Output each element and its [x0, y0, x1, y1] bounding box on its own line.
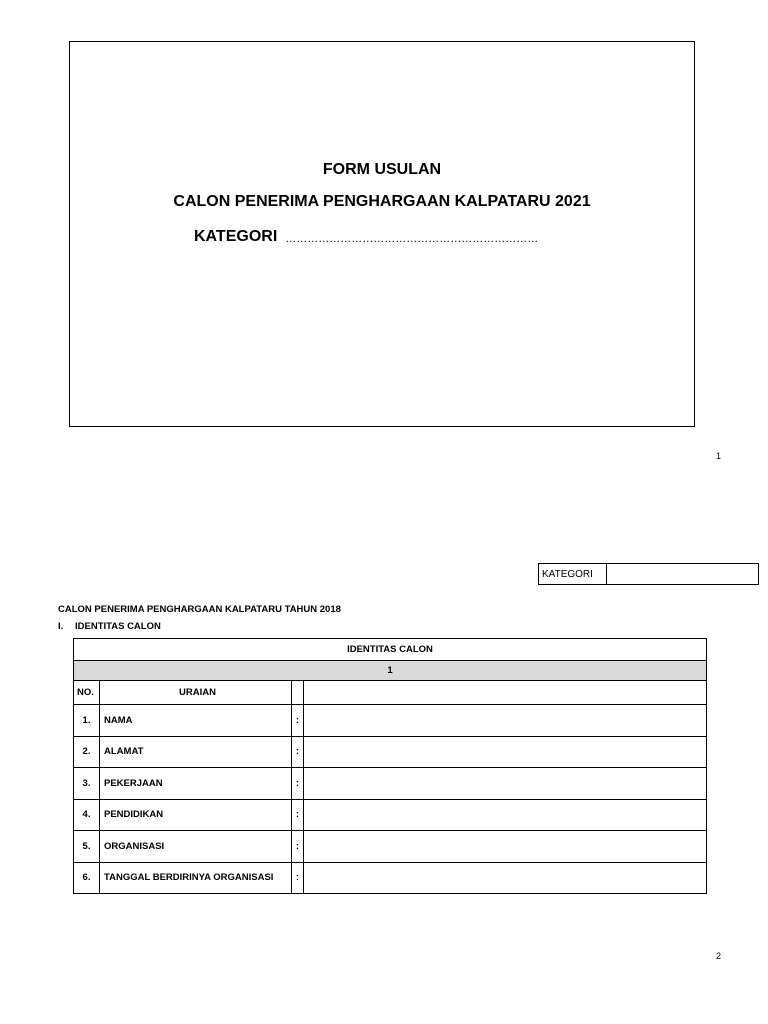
- cover-subtitle: CALON PENERIMA PENGHARGAAN KALPATARU 2021: [173, 193, 591, 210]
- row-number: 3.: [74, 768, 100, 800]
- row-number: 6.: [74, 862, 100, 894]
- row-colon: :: [292, 831, 304, 863]
- row-number: 2.: [74, 736, 100, 768]
- row-label: ORGANISASI: [100, 831, 292, 863]
- row-value-field[interactable]: [304, 799, 707, 831]
- page-number-1: 1: [716, 451, 722, 461]
- section-number: I.: [58, 621, 64, 632]
- row-colon: :: [292, 705, 304, 737]
- table-row: [74, 705, 707, 737]
- row-value-field[interactable]: [304, 736, 707, 768]
- kategori-box-value[interactable]: [607, 564, 758, 584]
- row-colon: :: [292, 862, 304, 894]
- row-number: 1.: [74, 705, 100, 737]
- table-row: [74, 799, 707, 831]
- cover-category-label: KATEGORI: [194, 228, 278, 245]
- row-colon: :: [292, 768, 304, 800]
- cover-frame: [69, 41, 695, 427]
- kategori-box: [538, 563, 759, 585]
- table-row: [74, 736, 707, 768]
- table-row: [74, 862, 707, 894]
- row-label: PEKERJAAN: [100, 768, 292, 800]
- row-colon: :: [292, 736, 304, 768]
- table-number-row: [74, 661, 707, 681]
- section-heading: [58, 621, 161, 632]
- row-label: TANGGAL BERDIRINYA ORGANISASI: [100, 862, 292, 894]
- table-header-row: [74, 681, 707, 705]
- row-value-field[interactable]: [304, 768, 707, 800]
- page-number-2: 2: [716, 951, 722, 961]
- header-colon-cell: [292, 681, 304, 705]
- header-no: NO.: [74, 681, 100, 705]
- section-title: IDENTITAS CALON: [75, 621, 161, 632]
- header-value-cell: [304, 681, 707, 705]
- header-uraian: URAIAN: [100, 681, 292, 705]
- kategori-box-label: KATEGORI: [539, 564, 607, 584]
- row-label: ALAMAT: [100, 736, 292, 768]
- cover-category-line: [194, 228, 538, 246]
- cover-category-dots: ……………………………………………………………: [285, 233, 539, 245]
- row-number: 5.: [74, 831, 100, 863]
- row-value-field[interactable]: [304, 705, 707, 737]
- row-number: 4.: [74, 799, 100, 831]
- cover-title: FORM USULAN: [322, 161, 442, 178]
- document-title: CALON PENERIMA PENGHARGAAN KALPATARU TAHUN 2018: [58, 604, 341, 615]
- table-title-row: [74, 639, 707, 661]
- row-value-field[interactable]: [304, 831, 707, 863]
- table-row: [74, 768, 707, 800]
- identity-table: [73, 638, 707, 894]
- table-row: [74, 831, 707, 863]
- row-value-field[interactable]: [304, 862, 707, 894]
- row-colon: :: [292, 799, 304, 831]
- table-number: 1: [74, 661, 707, 681]
- row-label: PENDIDIKAN: [100, 799, 292, 831]
- row-label: NAMA: [100, 705, 292, 737]
- table-title: IDENTITAS CALON: [74, 639, 707, 661]
